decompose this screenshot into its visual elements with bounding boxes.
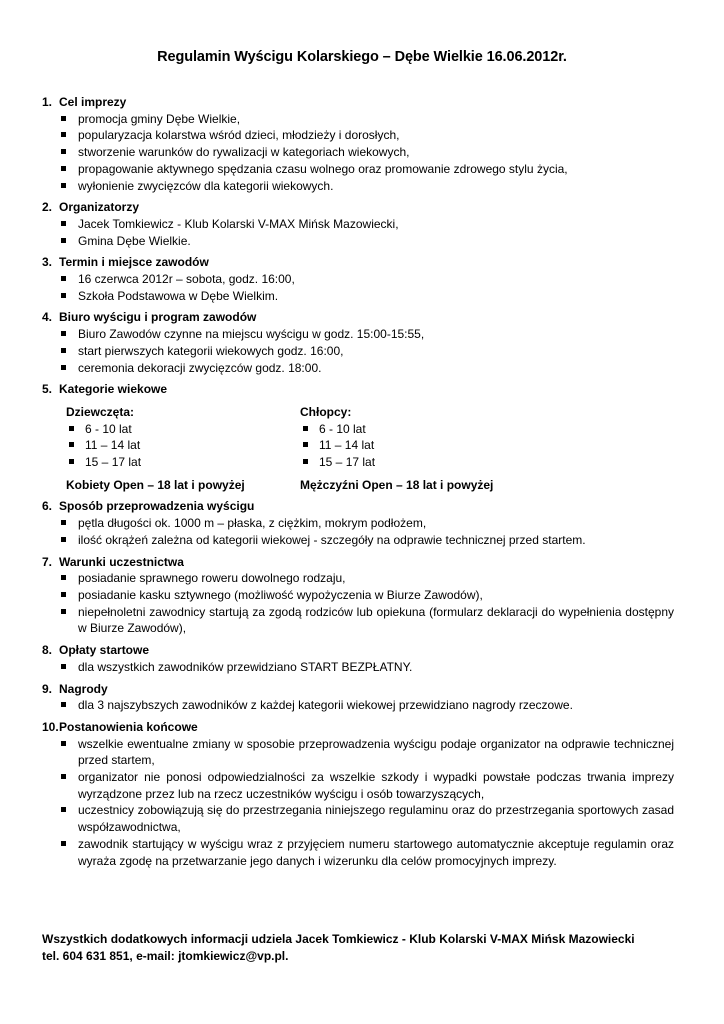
section-heading [42,642,674,659]
girls-heading: Dziewczęta: [66,404,135,419]
section-postanowienia [42,719,674,869]
section-title: Kategorie wiekowe [59,382,168,397]
section-title: Warunki uczestnictwa [59,554,184,569]
square-bullet-icon [61,609,66,614]
contact-phone-email: tel. 604 631 851, e-mail: jtomkiewicz@vp.pl. [42,949,289,963]
bullet-list [42,216,674,249]
bullet-list [42,570,674,637]
section-title: Biuro wyścigu i program zawodów [59,310,257,325]
square-bullet-icon [61,841,66,846]
list-item: dla 3 najszybszych zawodników z każdej kategorii wiekowej przewidziano nagrody rzeczowe. [59,697,674,714]
square-bullet-icon [61,702,66,707]
section-nagrody [42,681,674,714]
section-title: Nagrody [59,681,108,696]
square-bullet-icon [61,592,66,597]
list-item: start pierwszych kategorii wiekowych godz. 16:00, [59,343,674,360]
section-heading [42,254,674,271]
girls-column [66,404,300,471]
list-item: 11 – 14 lat [300,437,620,454]
section-heading [42,94,674,111]
document-title: Regulamin Wyścigu Kolarskiego – Dębe Wielkie 16.06.2012r. [157,49,567,65]
list-item: uczestnicy zobowiązują się do przestrzegania niniejszego regulaminu oraz do przestrzegania sportowych zasad współzawodnictwa, [59,802,674,835]
section-sposob [42,498,674,548]
section-title: Organizatorzy [59,200,140,215]
square-bullet-icon [61,537,66,542]
boys-column [300,404,620,471]
section-number: 2. [42,200,53,215]
square-bullet-icon [61,741,66,746]
list-item: propagowanie aktywnego spędzania czasu wolnego oraz promowanie zdrowego stylu życia, [59,161,674,178]
contact-line: Wszystkich dodatkowych informacji udziela Jacek Tomkiewicz - Klub Kolarski V-MAX Mińsk Mazowiecki [42,932,635,946]
section-heading [42,309,674,326]
list-item: wyłonienie zwycięzców dla kategorii wiekowych. [59,178,674,195]
list-item: Biuro Zawodów czynne na miejscu wyścigu w godz. 15:00-15:55, [59,326,674,343]
square-bullet-icon [69,459,74,464]
section-title: Opłaty startowe [59,643,150,658]
document-body [42,94,674,874]
square-bullet-icon [61,520,66,525]
square-bullet-icon [61,149,66,154]
bullet-list [42,326,674,376]
square-bullet-icon [69,426,74,431]
section-oplaty [42,642,674,675]
section-warunki [42,554,674,638]
section-title: Postanowienia końcowe [59,719,198,734]
square-bullet-icon [69,442,74,447]
bullet-list [42,271,674,304]
square-bullet-icon [303,459,308,464]
square-bullet-icon [61,238,66,243]
square-bullet-icon [61,116,66,121]
section-cel-imprezy [42,94,674,194]
list-item: ilość okrążeń zależna od kategorii wiekowej - szczegóły na odprawie technicznej przed startem. [59,532,674,549]
section-heading [42,681,674,698]
section-title: Cel imprezy [59,95,127,109]
women-open-category: Kobiety Open – 18 lat i powyżej [66,477,245,492]
section-number: 9. [42,681,53,696]
section-number: 7. [42,554,53,569]
square-bullet-icon [61,575,66,580]
square-bullet-icon [61,132,66,137]
square-bullet-icon [61,276,66,281]
square-bullet-icon [61,166,66,171]
list-item: Szkoła Podstawowa w Dębe Wielkim. [59,288,674,305]
section-title: Termin i miejsce zawodów [59,255,209,270]
list-item: 6 - 10 lat [66,421,300,438]
list-item: organizator nie ponosi odpowiedzialności za wszelkie szkody i wypadki powstałe podczas trwania imprezy wyrządzone przez lub na rzecz uczestników wyścigu i osób towarzyszących, [59,769,674,802]
section-heading [42,381,674,398]
square-bullet-icon [303,442,308,447]
list-item: pętla długości ok. 1000 m – płaska, z ciężkim, mokrym podłożem, [59,515,674,532]
bullet-list [42,659,674,676]
list-item: 15 – 17 lat [300,454,620,471]
open-categories-row [42,477,674,494]
bullet-list [42,515,674,548]
list-item: popularyzacja kolarstwa wśród dzieci, młodzieży i dorosłych, [59,127,674,144]
list-item: dla wszystkich zawodników przewidziano START BEZPŁATNY. [59,659,674,676]
list-item: 15 – 17 lat [66,454,300,471]
list-item: wszelkie ewentualne zmiany w sposobie przeprowadzenia wyścigu podaje organizator na odprawie technicznej przed startem, [59,736,674,769]
list-item: zawodnik startujący w wyścigu wraz z przyjęciem numeru startowego automatycznie akceptuje regulamin oraz wyraża zgodę na przetwarzanie jego danych i wizerunku dla celów promocyjnych imprezy. [59,836,674,869]
section-number: 5. [42,382,53,397]
list-item: 16 czerwca 2012r – sobota, godz. 16:00, [59,271,674,288]
section-number: 3. [42,255,53,270]
section-organizatorzy [42,199,674,249]
list-item: niepełnoletni zawodnicy startują za zgodą rodziców lub opiekuna (formularz deklaracji do wypełnienia dostępny w Biurze Zawodów), [59,604,674,637]
list-item: 11 – 14 lat [66,437,300,454]
square-bullet-icon [61,221,66,226]
bullet-list [42,111,674,195]
square-bullet-icon [61,348,66,353]
section-number: 8. [42,643,53,658]
section-biuro [42,309,674,376]
list-item: promocja gminy Dębe Wielkie, [59,111,674,128]
section-number: 10. [42,719,59,734]
section-heading [42,498,674,515]
boys-heading: Chłopcy: [300,404,352,419]
section-heading [42,199,674,216]
section-kategorie [42,381,674,493]
section-heading [42,719,674,736]
square-bullet-icon [61,293,66,298]
list-item: Gmina Dębe Wielkie. [59,233,674,250]
section-number: 4. [42,310,53,325]
section-title: Sposób przeprowadzenia wyścigu [59,499,255,514]
girls-list [66,421,300,471]
square-bullet-icon [61,807,66,812]
square-bullet-icon [61,331,66,336]
bullet-list [42,736,674,870]
section-heading [42,554,674,571]
square-bullet-icon [61,365,66,370]
list-item: posiadanie sprawnego roweru dowolnego rodzaju, [59,570,674,587]
list-item: Jacek Tomkiewicz - Klub Kolarski V-MAX Mińsk Mazowiecki, [59,216,674,233]
list-item: stworzenie warunków do rywalizacji w kategoriach wiekowych, [59,144,674,161]
square-bullet-icon [303,426,308,431]
men-open-category: Mężczyźni Open – 18 lat i powyżej [300,477,494,492]
list-item: posiadanie kasku sztywnego (możliwość wypożyczenia w Biurze Zawodów), [59,587,674,604]
square-bullet-icon [61,183,66,188]
list-item: 6 - 10 lat [300,421,620,438]
section-number: 6. [42,499,53,514]
boys-list [300,421,620,471]
bullet-list [42,697,674,714]
list-item: ceremonia dekoracji zwycięzców godz. 18:00. [59,360,674,377]
section-termin [42,254,674,304]
square-bullet-icon [61,664,66,669]
square-bullet-icon [61,774,66,779]
categories-columns [42,404,674,471]
contact-footer [42,931,674,965]
section-number: 1. [42,95,53,109]
